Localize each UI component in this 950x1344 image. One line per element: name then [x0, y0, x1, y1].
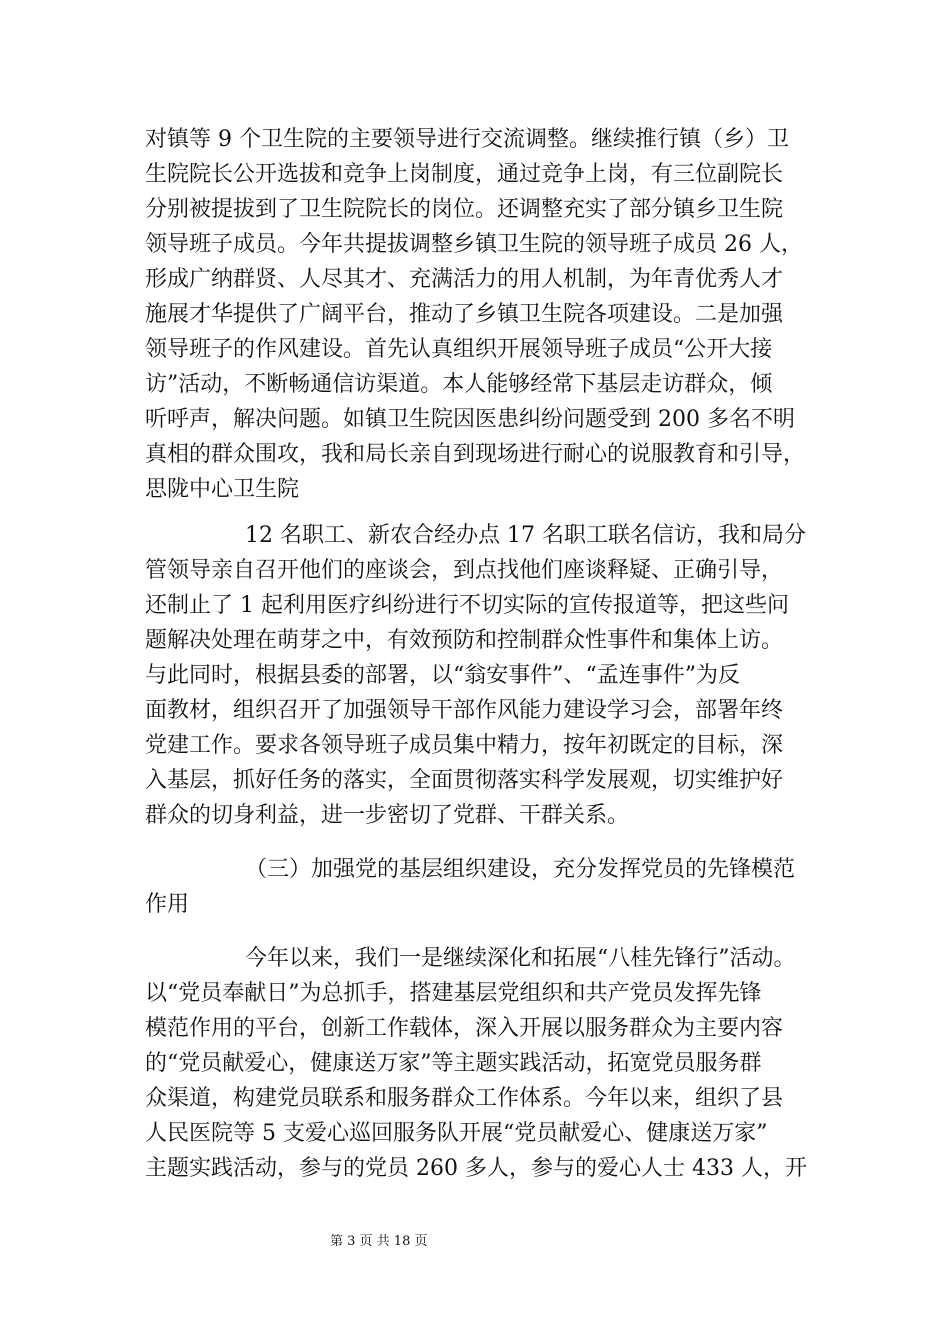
body-text-line: 思陇中心卫生院	[145, 477, 300, 502]
body-text-line: 入基层，抓好任务的落实，全面贯彻落实科学发展观，切实维护好	[145, 768, 784, 793]
body-text-line: 的“党员献爱心，健康送万家”等主题实践活动，拓宽党员服务群	[145, 1051, 762, 1076]
body-text-line: 题解决处理在萌芽之中，有效预防和控制群众性事件和集体上访。	[145, 628, 784, 653]
body-text-line: 真相的群众围攻，我和局长亲自到现场进行耐心的说服教育和引导，	[145, 442, 806, 467]
body-text-line: 以“党员奉献日”为总抓手，搭建基层党组织和共产党员发挥先锋	[145, 981, 762, 1006]
page-number: 第 3 页 共 18 页	[330, 1234, 428, 1249]
section-heading: （三）加强党的基层组织建设，充分发挥党员的先锋模范	[245, 857, 796, 882]
body-text-line: 领导班子成员。今年共提拔调整乡镇卫生院的领导班子成员 26 人，	[145, 232, 803, 257]
body-text-line: 面教材，组织召开了加强领导干部作风能力建设学习会，部署年终	[145, 698, 784, 723]
body-text-line: 听呼声，解决问题。如镇卫生院因医患纠纷问题受到 200 多名不明	[145, 407, 795, 432]
body-text-line: 对镇等 9 个卫生院的主要领导进行交流调整。继续推行镇（乡）卫	[145, 127, 789, 152]
body-text-line: 人民医院等 5 支爱心巡回服务队开展“党员献爱心、健康送万家”	[145, 1121, 768, 1146]
body-text-line: 分别被提拔到了卫生院院长的岗位。还调整充实了部分镇乡卫生院	[145, 197, 784, 222]
body-text-line: 生院院长公开选拔和竞争上岗制度，通过竞争上岗，有三位副院长	[145, 162, 784, 187]
body-text-line: 还制止了 1 起利用医疗纠纷进行不切实际的宣传报道等，把这些问	[145, 593, 789, 618]
body-text-line: 形成广纳群贤、人尽其才、充满活力的用人机制，为年青优秀人才	[145, 267, 784, 292]
body-text-line: 与此同时，根据县委的部署，以“翁安事件”、“孟连事件”为反	[145, 663, 740, 688]
body-text-line: 访”活动，不断畅通信访渠道。本人能够经常下基层走访群众，倾	[145, 372, 773, 397]
body-text-line: 众渠道，构建党员联系和服务群众工作体系。今年以来，组织了县	[145, 1086, 784, 1111]
body-text-line: 施展才华提供了广阔平台，推动了乡镇卫生院各项建设。二是加强	[145, 302, 784, 327]
body-text-line: 领导班子的作风建设。首先认真组织开展领导班子成员“公开大接	[145, 337, 773, 362]
body-text-line: 管领导亲自召开他们的座谈会，到点找他们座谈释疑、正确引导，	[145, 558, 784, 583]
body-text-line: 今年以来，我们一是继续深化和拓展“八桂先锋行”活动。	[245, 946, 796, 971]
body-text-line: 主题实践活动，参与的党员 260 多人，参与的爱心人士 433 人，开	[145, 1156, 807, 1181]
body-text-line: 群众的切身利益，进一步密切了党群、干群关系。	[145, 803, 630, 828]
section-heading-continued: 作用	[145, 892, 190, 917]
body-text-line: 模范作用的平台，创新工作载体，深入开展以服务群众为主要内容	[145, 1016, 784, 1041]
body-text-line: 12 名职工、新农合经办点 17 名职工联名信访，我和局分	[245, 523, 806, 548]
body-text-line: 党建工作。要求各领导班子成员集中精力，按年初既定的目标，深	[145, 733, 784, 758]
